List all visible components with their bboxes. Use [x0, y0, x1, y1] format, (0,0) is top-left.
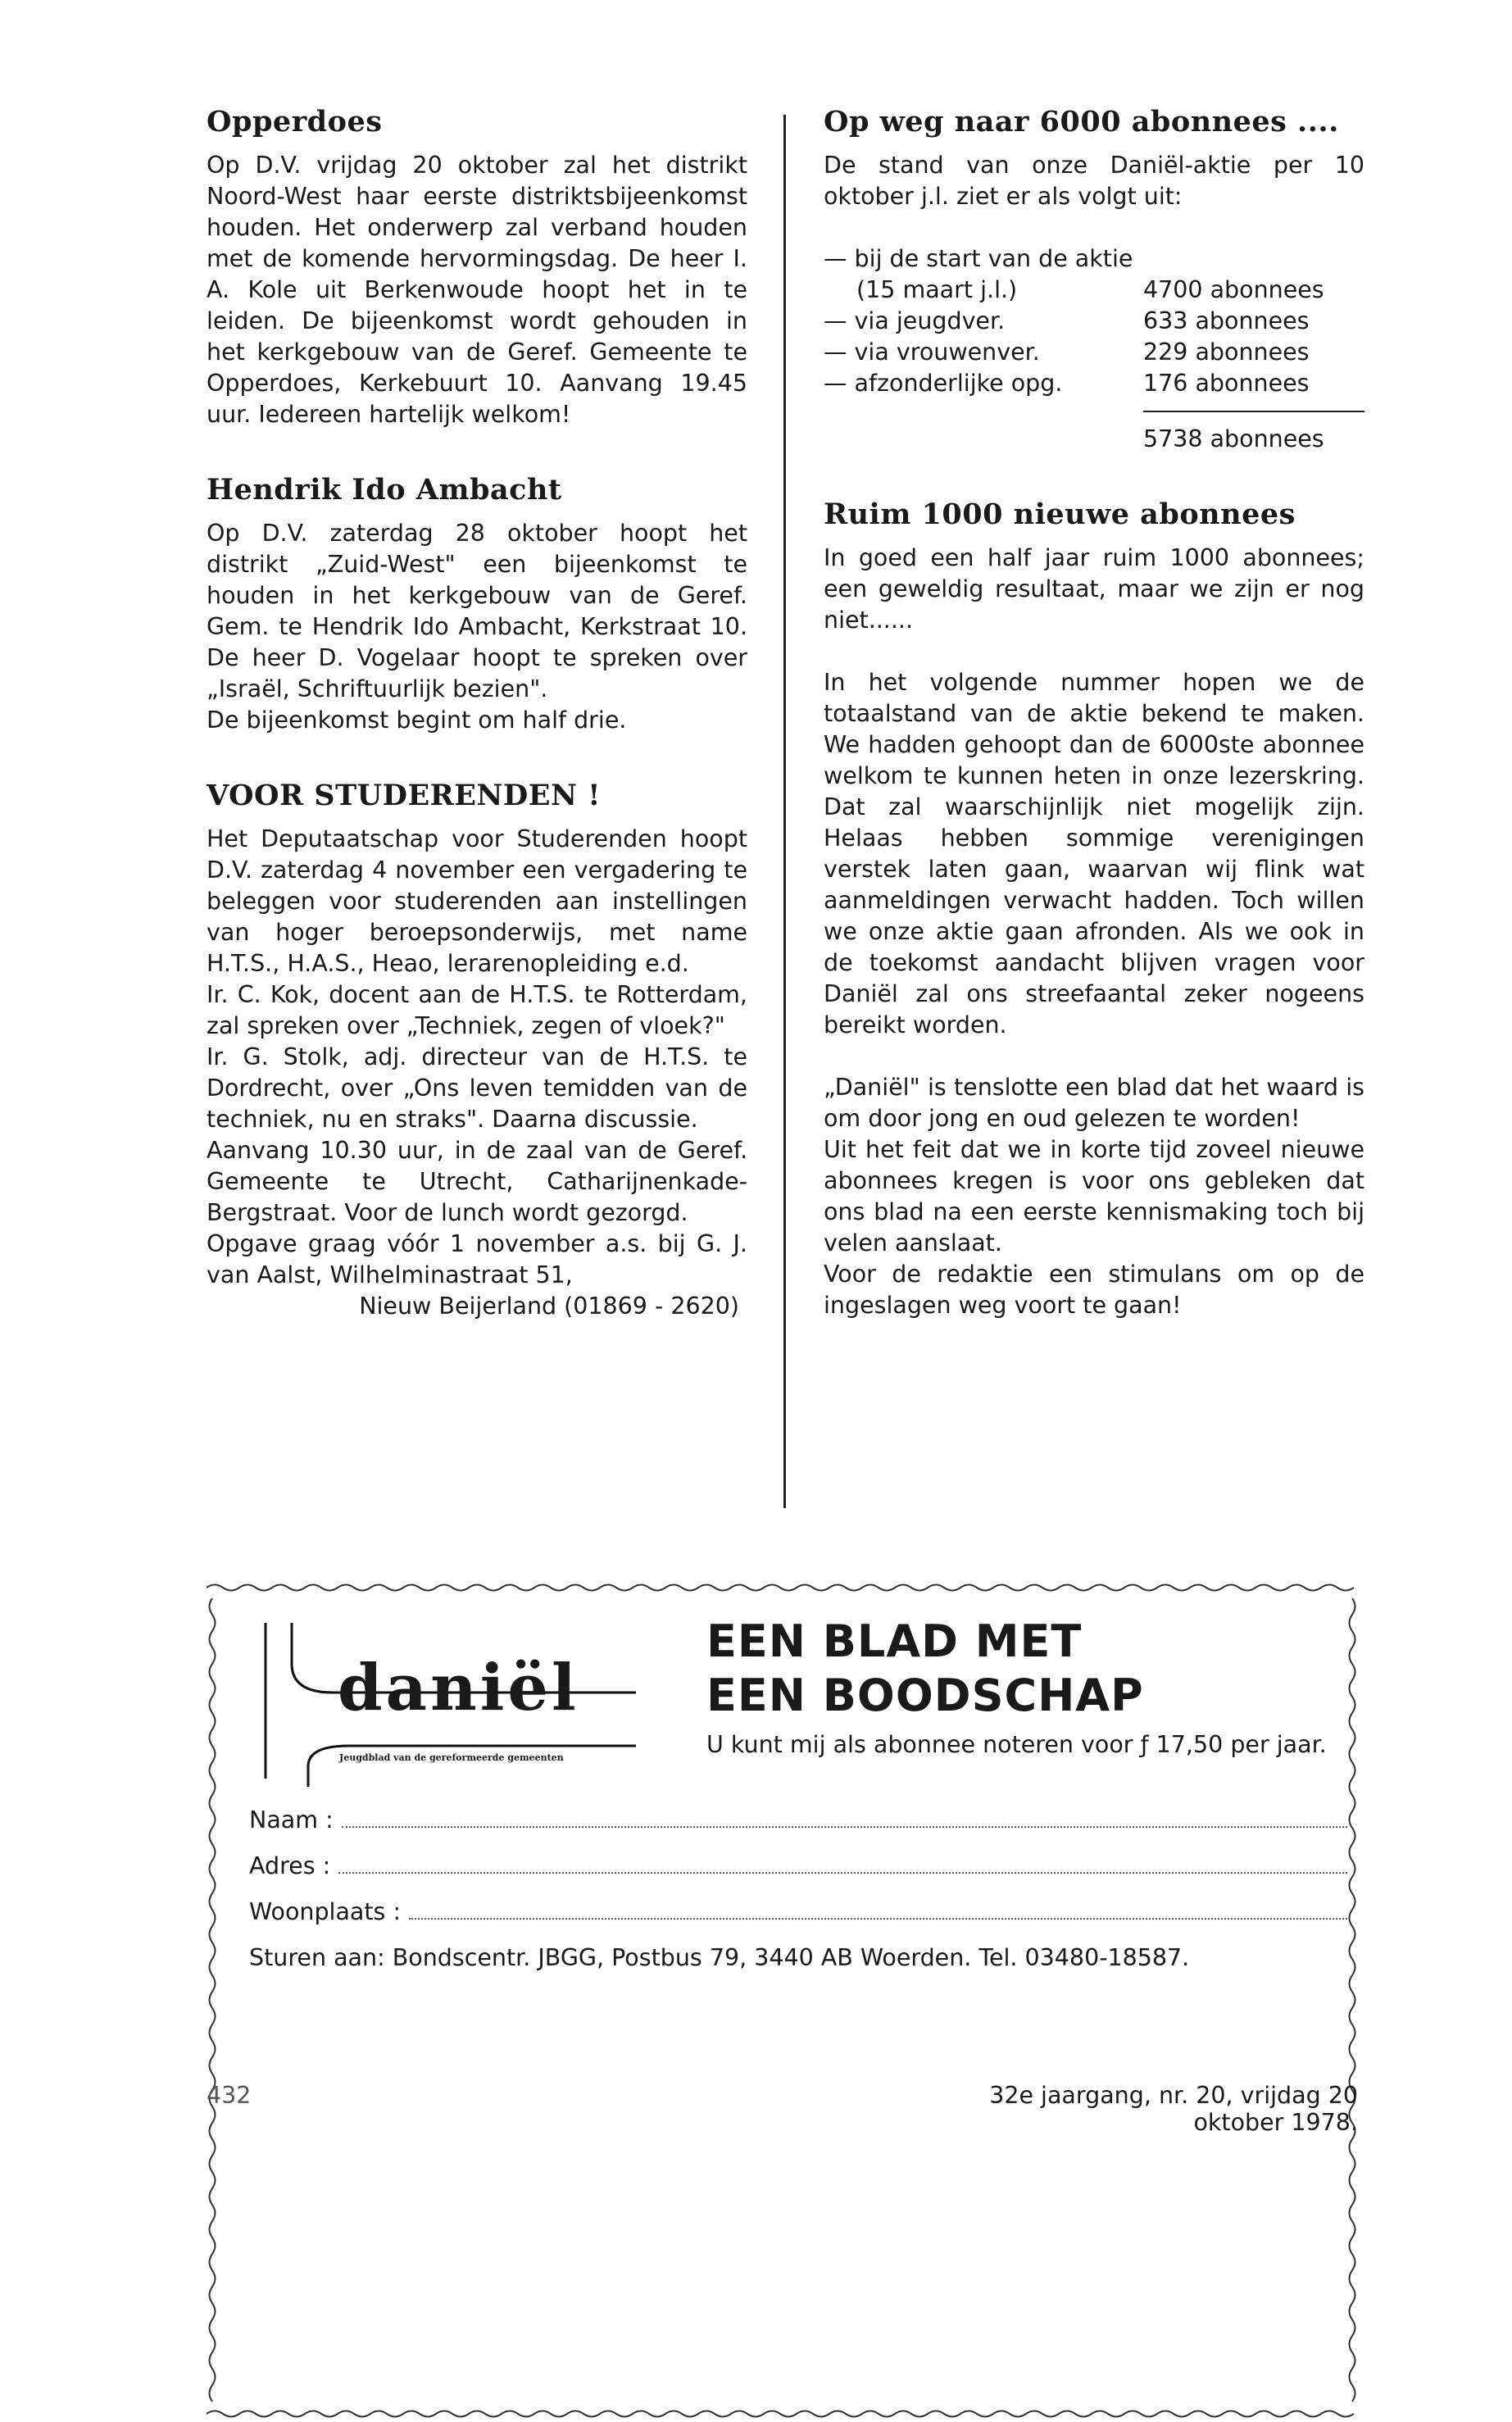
row-label: (15 maart j.l.) — [856, 276, 1018, 303]
woonplaats-label: Woonplaats : — [249, 1898, 402, 1925]
weg-intro: De stand van onze Daniël-aktie per 10 oktober j.l. ziet er als volgt uit: — [824, 152, 1364, 210]
column-divider — [783, 115, 786, 1508]
weg-heading: Op weg naar 6000 abonnees .... — [824, 105, 1339, 139]
row-label: — via jeugdver. — [824, 307, 1006, 334]
logo-text: daniël — [338, 1651, 579, 1725]
wavy-border-left — [207, 1598, 218, 2410]
table-row — [824, 306, 1364, 337]
wavy-border-right — [1346, 1598, 1358, 2410]
row-value: 176 abonnees — [1143, 370, 1310, 397]
hendrik-body: Op D.V. zaterdag 28 oktober hoopt het distrikt „Zuid-West" een bijeenkomst te houden in het kerkgebouw van de Geref. Gem. te Hendrik Ido Ambacht, Kerkstraat 10. De heer D. Vogelaar hoopt te spreken over „Israël, Schriftuurlijk bezien". — [207, 520, 747, 702]
studerenden-p2: Ir. C. Kok, docent aan de H.T.S. te Rotterdam, zal spreken over „Techniek, zegen of vloek?" — [207, 981, 747, 1039]
studerenden-heading: VOOR STUDERENDEN ! — [207, 779, 601, 812]
total-row — [824, 424, 1364, 455]
page-number: 432 — [207, 2082, 252, 2109]
subscription-ad — [207, 1582, 1358, 2422]
ad-headline — [706, 1615, 1144, 1723]
table-row — [824, 337, 1364, 368]
opperdoes-body: Op D.V. vrijdag 20 oktober zal het distrikt Noord-West haar eerste distriktsbijeenkomst houden. Het onderwerp zal verband houden met de komende hervormingsdag. De heer I. A. Kole uit Berkenwoude hoopt het in te leiden. De bijeenkomst wordt gehouden in het kerkgebouw van de Geref. Gemeente te Opperdoes, Kerkebuurt 10. Aanvang 19.45 uur. Iedereen hartelijk welkom! — [207, 152, 747, 428]
row-label: — afzonderlijke opg. — [824, 370, 1063, 397]
woonplaats-field[interactable] — [249, 1897, 1347, 1928]
table-row — [824, 368, 1364, 399]
daniel-logo — [259, 1615, 636, 1803]
subscriber-table — [824, 243, 1364, 455]
right-column — [824, 105, 1364, 1321]
row-value: 4700 abonnees — [1143, 276, 1324, 303]
hendrik-heading: Hendrik Ido Ambacht — [207, 473, 562, 507]
naam-field[interactable] — [249, 1805, 1347, 1836]
ad-offer: U kunt mij als abonnee noteren voor ƒ 17,50 per jaar. — [706, 1731, 1327, 1758]
ruim-p5: Voor de redaktie een stimulans om op de ingeslagen weg voort te gaan! — [824, 1261, 1364, 1319]
row-value: 633 abonnees — [1143, 307, 1310, 334]
ruim-heading: Ruim 1000 nieuwe abonnees — [824, 498, 1296, 531]
row-label: — via vrouwenver. — [824, 339, 1040, 366]
headline-line-2: EEN BOODSCHAP — [706, 1670, 1144, 1721]
total-rule — [1143, 411, 1364, 412]
wavy-border-top — [207, 1582, 1358, 1593]
ruim-p4: Uit het feit dat we in korte tijd zoveel nieuwe abonnees kregen is voor ons gebleken dat ons blad na een eerste kennismaking toch bij velen aanslaat. — [824, 1136, 1364, 1256]
studerenden-p5: Opgave graag vóór 1 november a.s. bij G. J. van Aalst, Wilhelminastraat 51, — [207, 1230, 747, 1288]
adres-field[interactable] — [249, 1851, 1347, 1882]
headline-line-1: EEN BLAD MET — [706, 1615, 1083, 1667]
send-to-address: Sturen aan: Bondscentr. JBGG, Postbus 79, 3440 AB Woerden. Tel. 03480-18587. — [249, 1944, 1190, 1971]
studerenden-p1: Het Deputaatschap voor Studerenden hoopt D.V. zaterdag 4 november een vergadering te beleggen voor studerenden aan instellingen van hoger beroepsonderwijs, met name H.T.S., H.A.S., Heao, lerarenopleiding e.d. — [207, 825, 747, 977]
ruim-p3: „Daniël" is tenslotte een blad dat het waard is om door jong en oud gelezen te worden! — [824, 1074, 1364, 1132]
table-row — [824, 275, 1364, 306]
wavy-border-bottom — [207, 2408, 1358, 2420]
studerenden-p4: Aanvang 10.30 uur, in de zaal van de Geref. Gemeente te Utrecht, Catharijnenkade-Bergstraat. Voor de lunch wordt gezorgd. — [207, 1137, 747, 1226]
adres-label: Adres : — [249, 1852, 331, 1879]
logo-tagline: Jeugdblad van de gereformeerde gemeenten — [339, 1752, 564, 1763]
ruim-p2: In het volgende nummer hopen we de totaalstand van de aktie bekend te maken. We hadden gehoopt dan de 6000ste abonnee welkom te kunnen heten in onze lezerskring. Dat zal waarschijnlijk niet mogelijk zijn. Helaas hebben sommige verenigingen verstek laten gaan, waarvan wij flink wat aanmeldingen verwacht hadden. Toch willen we onze aktie gaan afronden. Als we ook in de toekomst aandacht blijven vragen voor Daniël zal ons streefaantal zeker nogeens bereikt worden. — [824, 669, 1364, 1038]
total-value: 5738 abonnees — [1143, 425, 1324, 452]
left-column — [207, 105, 747, 1322]
start-label: — bij de start van de aktie — [824, 245, 1133, 272]
studerenden-p3: Ir. G. Stolk, adj. directeur van de H.T.S. te Dordrecht, over „Ons leven temidden van de techniek, nu en straks". Daarna discussie. — [207, 1043, 747, 1133]
naam-label: Naam : — [249, 1806, 334, 1834]
issue-info: 32e jaargang, nr. 20, vrijdag 20 oktober 1978. — [989, 2082, 1358, 2136]
opperdoes-heading: Opperdoes — [207, 105, 383, 139]
ruim-p1: In goed een half jaar ruim 1000 abonnees; een geweldig resultaat, maar we zijn er nog niet...... — [824, 544, 1364, 634]
studerenden-p6: Nieuw Beijerland (01869 - 2620) — [359, 1293, 739, 1320]
hendrik-body-2: De bijeenkomst begint om half drie. — [207, 707, 627, 734]
row-value: 229 abonnees — [1143, 339, 1310, 366]
